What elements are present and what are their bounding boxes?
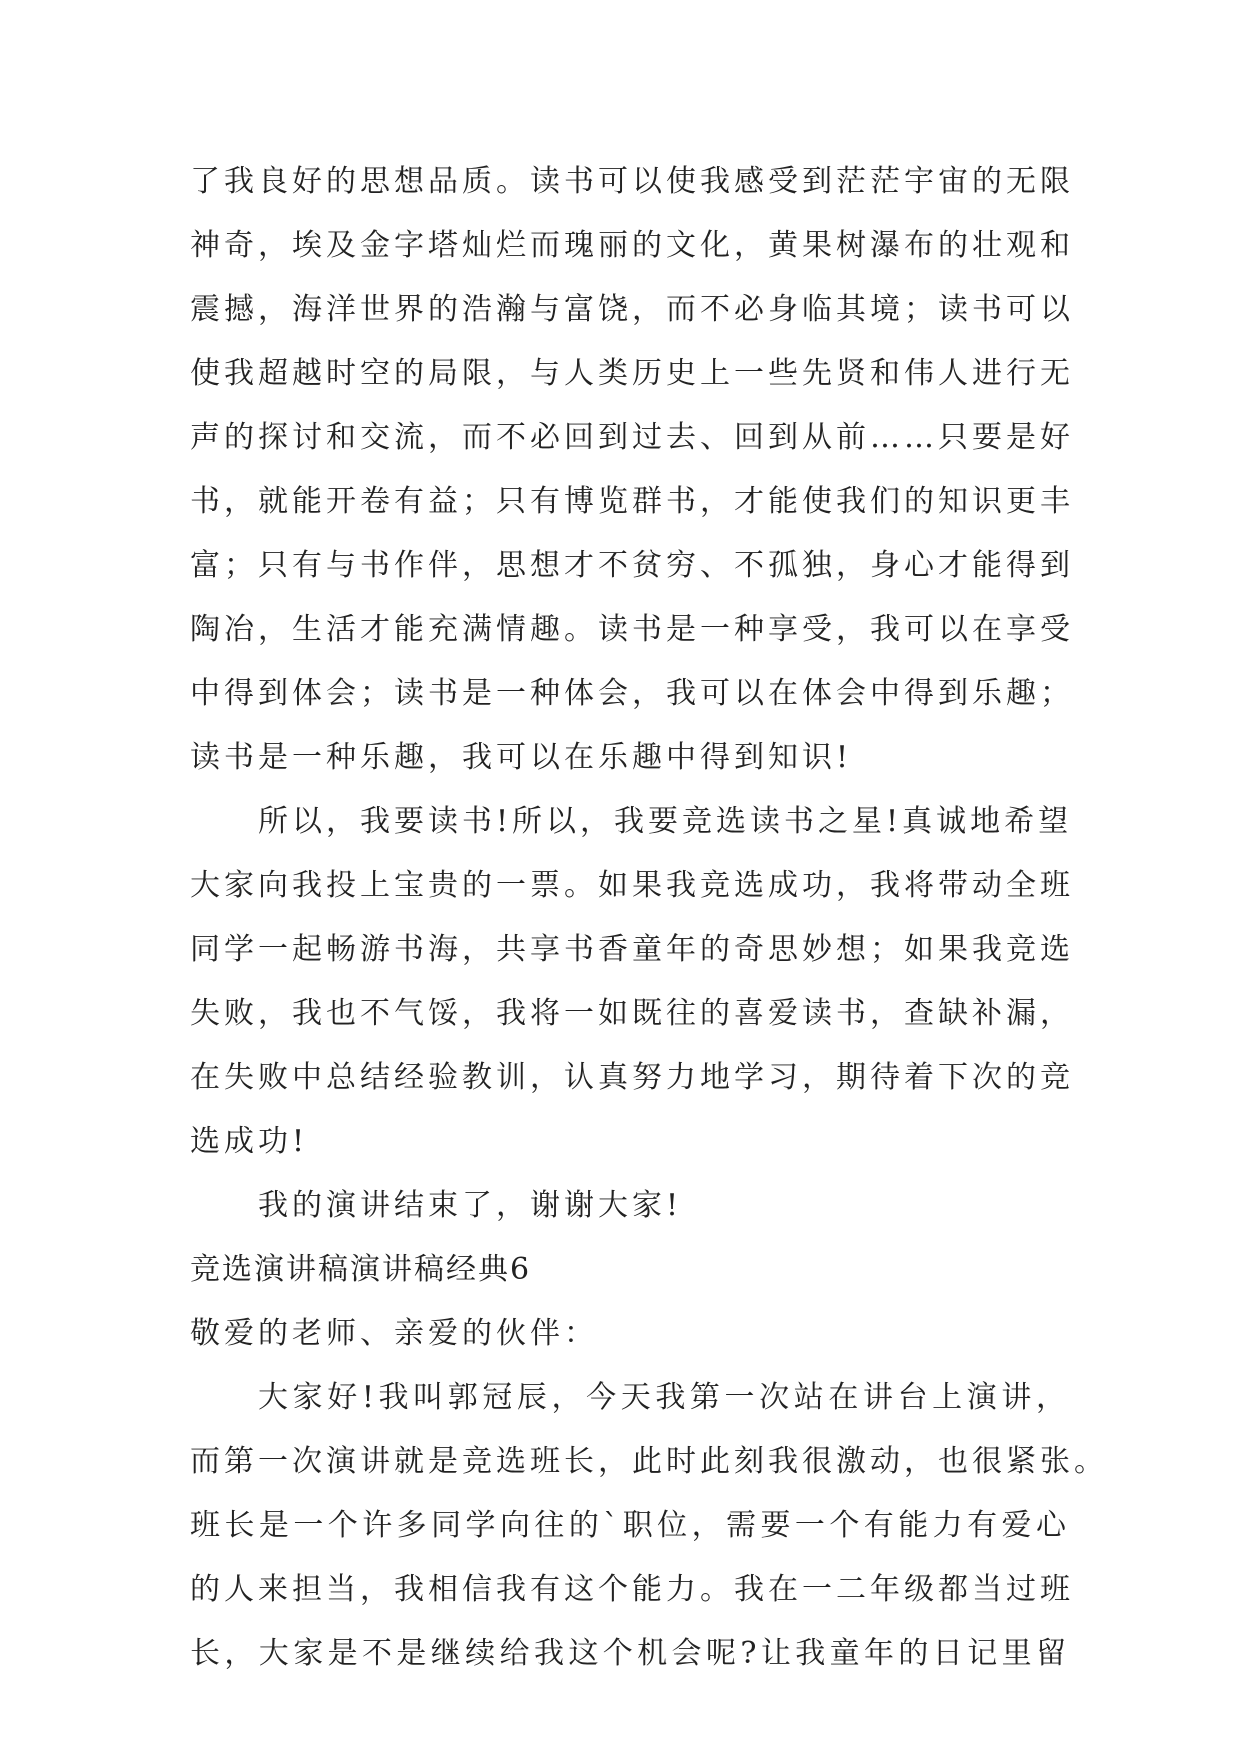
- text-line: 声的探讨和交流，而不必回到过去、回到从前……只要是好: [190, 420, 1074, 455]
- text-line: 的人来担当，我相信我有这个能力。我在一二年级都当过班: [190, 1572, 1074, 1607]
- text-line: 我的演讲结束了，谢谢大家!: [258, 1188, 683, 1223]
- text-line: 富；只有与书作伴，思想才不贫穷、不孤独，身心才能得到: [190, 548, 1074, 583]
- text-line: 失败，我也不气馁，我将一如既往的喜爱读书，查缺补漏，: [190, 996, 1074, 1031]
- text-line: 大家向我投上宝贵的一票。如果我竞选成功，我将带动全班: [190, 868, 1074, 903]
- document-body: [190, 150, 1108, 1686]
- text-line: 在失败中总结经验教训，认真努力地学习，期待着下次的竞: [190, 1060, 1074, 1095]
- text-line: 使我超越时空的局限，与人类历史上一些先贤和伟人进行无: [190, 356, 1074, 391]
- text-line: 书，就能开卷有益；只有博览群书，才能使我们的知识更丰: [190, 484, 1074, 519]
- paragraph: [190, 1366, 1108, 1686]
- text-line: 所以，我要读书!所以，我要竞选读书之星!真诚地希望: [258, 804, 1073, 839]
- salutation: [190, 1302, 1070, 1366]
- heading-text: 竞选演讲稿演讲稿经典6: [190, 1252, 532, 1287]
- text-line: 神奇，埃及金字塔灿烂而瑰丽的文化，黄果树瀑布的壮观和: [190, 228, 1074, 263]
- text-line: 读书是一种乐趣，我可以在乐趣中得到知识!: [190, 740, 853, 775]
- text-line: 震撼，海洋世界的浩瀚与富饶，而不必身临其境；读书可以: [190, 292, 1074, 327]
- text-line: 长，大家是不是继续给我这个机会呢?让我童年的日记里留: [190, 1636, 1070, 1671]
- text-line: 班长是一个许多同学向往的`职位，需要一个有能力有爱心: [190, 1508, 1070, 1543]
- text-line: 大家好!我叫郭冠辰，今天我第一次站在讲台上演讲，: [258, 1380, 1070, 1415]
- text-line: 中得到体会；读书是一种体会，我可以在体会中得到乐趣；: [190, 676, 1074, 711]
- text-line: 选成功!: [190, 1124, 309, 1159]
- text-line: 同学一起畅游书海，共享书香童年的奇思妙想；如果我竞选: [190, 932, 1074, 967]
- text-line: 了我良好的思想品质。读书可以使我感受到茫茫宇宙的无限: [190, 164, 1074, 199]
- section-heading: [190, 1238, 1070, 1302]
- paragraph: [190, 790, 1074, 1174]
- text-line: 敬爱的老师、亲爱的伙伴：: [190, 1316, 598, 1351]
- paragraph: [190, 1174, 1070, 1238]
- paragraph: [190, 150, 1074, 790]
- text-line: 而第一次演讲就是竞选班长，此时此刻我很激动，也很紧张。: [190, 1444, 1108, 1479]
- text-line: 陶冶，生活才能充满情趣。读书是一种享受，我可以在享受: [190, 612, 1074, 647]
